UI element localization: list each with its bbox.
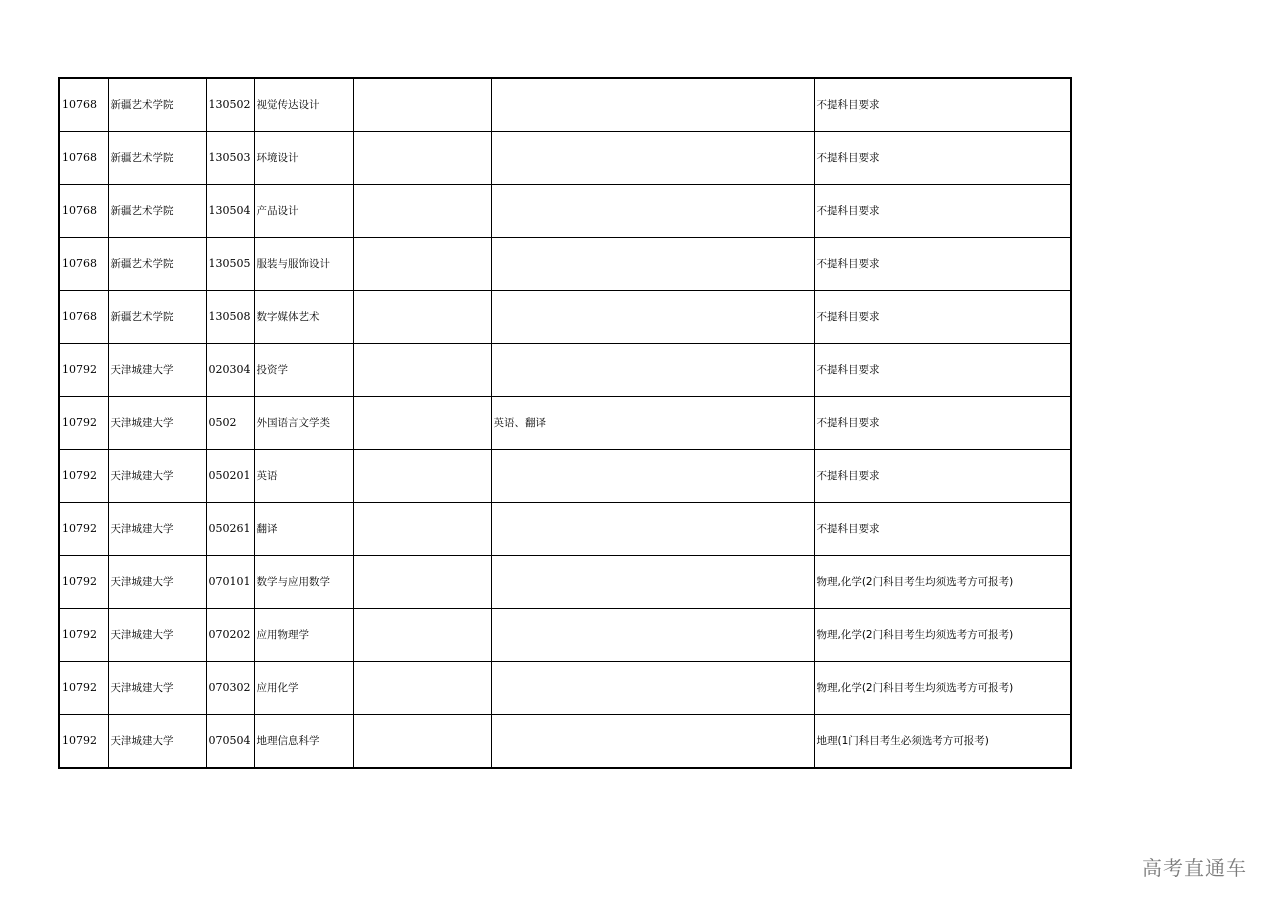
major-name-cell: 应用物理学 — [254, 609, 353, 662]
empty-cell — [353, 662, 491, 715]
school-code-cell: 10792 — [59, 503, 108, 556]
included-majors-cell — [491, 132, 814, 185]
major-code-cell: 130504 — [206, 185, 254, 238]
empty-cell — [353, 450, 491, 503]
table-row — [59, 503, 1071, 556]
watermark-text: 高考直通车 — [1142, 856, 1247, 880]
major-name-cell: 视觉传达设计 — [254, 78, 353, 132]
subject-requirement-cell: 不提科目要求 — [814, 185, 1071, 238]
included-majors-cell — [491, 78, 814, 132]
major-code-cell: 130508 — [206, 291, 254, 344]
major-code-cell: 070202 — [206, 609, 254, 662]
school-name-cell: 天津城建大学 — [108, 715, 206, 769]
school-code-cell: 10792 — [59, 450, 108, 503]
major-name-cell: 英语 — [254, 450, 353, 503]
subject-requirement-cell: 物理,化学(2门科目考生均须选考方可报考) — [814, 609, 1071, 662]
empty-cell — [353, 397, 491, 450]
major-code-cell: 130503 — [206, 132, 254, 185]
school-name-cell: 天津城建大学 — [108, 662, 206, 715]
subject-requirement-cell: 不提科目要求 — [814, 238, 1071, 291]
school-code-cell: 10792 — [59, 609, 108, 662]
school-name-cell: 新疆艺术学院 — [108, 132, 206, 185]
major-name-cell: 产品设计 — [254, 185, 353, 238]
major-name-cell: 投资学 — [254, 344, 353, 397]
major-name-cell: 外国语言文学类 — [254, 397, 353, 450]
included-majors-cell — [491, 609, 814, 662]
included-majors-cell — [491, 344, 814, 397]
major-code-cell: 070504 — [206, 715, 254, 769]
included-majors-cell — [491, 503, 814, 556]
empty-cell — [353, 609, 491, 662]
major-code-cell: 020304 — [206, 344, 254, 397]
school-code-cell: 10792 — [59, 715, 108, 769]
major-name-cell: 数字媒体艺术 — [254, 291, 353, 344]
included-majors-cell — [491, 556, 814, 609]
school-code-cell: 10792 — [59, 662, 108, 715]
empty-cell — [353, 344, 491, 397]
subject-requirement-cell: 不提科目要求 — [814, 344, 1071, 397]
school-code-cell: 10768 — [59, 291, 108, 344]
table-row — [59, 238, 1071, 291]
empty-cell — [353, 132, 491, 185]
empty-cell — [353, 238, 491, 291]
major-code-cell: 050201 — [206, 450, 254, 503]
empty-cell — [353, 185, 491, 238]
school-name-cell: 新疆艺术学院 — [108, 185, 206, 238]
table-row — [59, 185, 1071, 238]
school-code-cell: 10792 — [59, 344, 108, 397]
school-code-cell: 10768 — [59, 185, 108, 238]
table-body — [59, 78, 1071, 768]
major-code-cell: 070302 — [206, 662, 254, 715]
school-code-cell: 10768 — [59, 78, 108, 132]
empty-cell — [353, 78, 491, 132]
major-name-cell: 应用化学 — [254, 662, 353, 715]
school-name-cell: 新疆艺术学院 — [108, 291, 206, 344]
subject-requirement-cell: 不提科目要求 — [814, 132, 1071, 185]
school-name-cell: 新疆艺术学院 — [108, 78, 206, 132]
school-code-cell: 10768 — [59, 238, 108, 291]
included-majors-cell — [491, 662, 814, 715]
major-name-cell: 环境设计 — [254, 132, 353, 185]
included-majors-cell: 英语、翻译 — [491, 397, 814, 450]
table-row — [59, 715, 1071, 769]
subject-requirement-cell: 物理,化学(2门科目考生均须选考方可报考) — [814, 556, 1071, 609]
school-name-cell: 天津城建大学 — [108, 397, 206, 450]
major-name-cell: 翻译 — [254, 503, 353, 556]
table-row — [59, 397, 1071, 450]
school-code-cell: 10768 — [59, 132, 108, 185]
included-majors-cell — [491, 715, 814, 769]
major-code-cell: 0502 — [206, 397, 254, 450]
included-majors-cell — [491, 238, 814, 291]
subject-requirement-cell: 地理(1门科目考生必须选考方可报考) — [814, 715, 1071, 769]
included-majors-cell — [491, 450, 814, 503]
subject-requirement-cell: 不提科目要求 — [814, 291, 1071, 344]
included-majors-cell — [491, 185, 814, 238]
subject-requirement-cell: 不提科目要求 — [814, 397, 1071, 450]
table-row — [59, 344, 1071, 397]
subject-requirement-cell: 不提科目要求 — [814, 450, 1071, 503]
subject-requirement-cell: 不提科目要求 — [814, 503, 1071, 556]
school-code-cell: 10792 — [59, 397, 108, 450]
table-row — [59, 78, 1071, 132]
school-name-cell: 天津城建大学 — [108, 503, 206, 556]
subject-requirement-cell: 物理,化学(2门科目考生均须选考方可报考) — [814, 662, 1071, 715]
major-code-cell: 130502 — [206, 78, 254, 132]
school-name-cell: 天津城建大学 — [108, 609, 206, 662]
major-name-cell: 地理信息科学 — [254, 715, 353, 769]
subject-requirement-cell: 不提科目要求 — [814, 78, 1071, 132]
table-row — [59, 609, 1071, 662]
major-name-cell: 数学与应用数学 — [254, 556, 353, 609]
table-row — [59, 556, 1071, 609]
table-row — [59, 450, 1071, 503]
included-majors-cell — [491, 291, 814, 344]
table-row — [59, 291, 1071, 344]
table-row — [59, 132, 1071, 185]
school-code-cell: 10792 — [59, 556, 108, 609]
school-name-cell: 天津城建大学 — [108, 450, 206, 503]
school-name-cell: 天津城建大学 — [108, 344, 206, 397]
empty-cell — [353, 291, 491, 344]
empty-cell — [353, 556, 491, 609]
major-name-cell: 服装与服饰设计 — [254, 238, 353, 291]
school-name-cell: 天津城建大学 — [108, 556, 206, 609]
empty-cell — [353, 715, 491, 769]
table-row — [59, 662, 1071, 715]
major-code-cell: 050261 — [206, 503, 254, 556]
empty-cell — [353, 503, 491, 556]
school-name-cell: 新疆艺术学院 — [108, 238, 206, 291]
admission-requirements-table — [58, 77, 1072, 769]
major-code-cell: 070101 — [206, 556, 254, 609]
major-code-cell: 130505 — [206, 238, 254, 291]
